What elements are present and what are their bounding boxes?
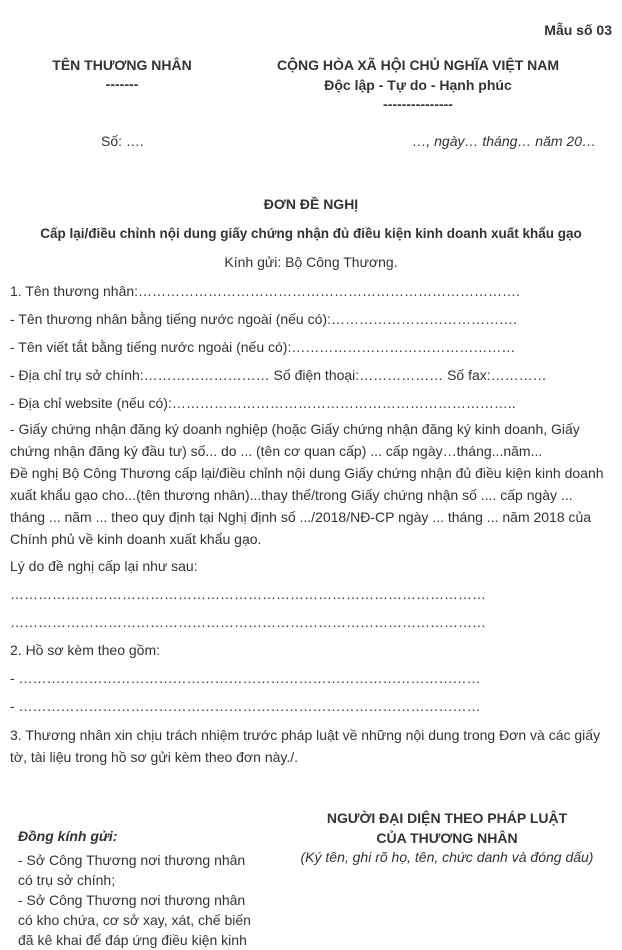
document-date: …, ngày… tháng… năm 20… [412, 133, 596, 149]
national-motto: Độc lập - Tự do - Hạnh phúc [324, 77, 512, 93]
registration-certificate-field: - Giấy chứng nhận đăng ký doanh nghiệp (hoặc Giấy chứng nhận đăng ký kinh doanh, Giấy chứng nhận đăng ký đầu tư) số... do ... (tên cơ quan cấp) ... cấp ngày…tháng...năm... [10, 421, 580, 459]
website-field: - Địa chỉ website (nếu có):……………………………………………………………….. [10, 395, 516, 411]
signature-note: (Ký tên, ghi rõ họ, tên, chức danh và đóng dấu) [300, 849, 594, 865]
reason-line: ………………………………………………………………………………………… [10, 586, 486, 602]
national-title: CỘNG HÒA XÃ HỘI CHỦ NGHĨA VIỆT NAM [276, 57, 560, 73]
attachments-label: 2. Hồ sơ kèm theo gồm: [10, 642, 161, 658]
signature-title: NGƯỜI ĐẠI DIỆN THEO PHÁP LUẬT CỦA THƯƠNG NHÂN [326, 810, 568, 846]
recipient: Kính gửi: Bộ Công Thương. [224, 254, 398, 270]
abbreviation-field: - Tên viết tắt bằng tiếng nước ngoài (nếu có):………………………………………… [10, 339, 516, 355]
foreign-name-field: - Tên thương nhân bằng tiếng nước ngoài (nếu có):…………………………………. [10, 311, 517, 327]
attachment-line: - ……………………………………………………………………………………… [10, 670, 481, 686]
cc-heading: Đồng kính gửi: [18, 828, 118, 844]
trader-name-field: 1. Tên thương nhân:………………………………………………………………………. [10, 283, 520, 299]
left-rule: ------- [105, 76, 139, 92]
reason-line: ………………………………………………………………………………………… [10, 614, 486, 630]
attachment-line: - ……………………………………………………………………………………… [10, 698, 481, 714]
reason-label: Lý do đề nghị cấp lại như sau: [10, 558, 198, 574]
cc-item: - Sở Công Thương nơi thương nhân có kho chứa, cơ sở xay, xát, chế biến đã kê khai để đáp ứng điều kiện kinh [18, 892, 251, 948]
document-title: ĐƠN ĐỀ NGHỊ [263, 196, 359, 212]
form-number: Mẫu số 03 [544, 22, 612, 38]
document-number: Số: …. [101, 133, 144, 149]
document-subtitle: Cấp lại/điều chỉnh nội dung giấy chứng nhận đủ điều kiện kinh doanh xuất khẩu gạo [40, 226, 582, 241]
commitment-paragraph: 3. Thương nhân xin chịu trách nhiệm trước pháp luật về những nội dung trong Đơn và các giấy tờ, tài liệu trong hồ sơ gửi kèm theo đơn này./. [10, 727, 601, 765]
address-phone-fax-field: - Địa chỉ trụ sở chính:……………………… Số điện thoại:……………… Số fax:………… [10, 367, 547, 383]
trader-name-heading: TÊN THƯƠNG NHÂN [52, 57, 192, 73]
cc-item: - Sở Công Thương nơi thương nhân có trụ sở chính; [18, 852, 246, 888]
request-paragraph: Đề nghị Bộ Công Thương cấp lại/điều chỉnh nội dung Giấy chứng nhận đủ điều kiện kinh doanh xuất khẩu gạo cho...(tên thương nhân)...thay thế/trong Giấy chứng nhận số .... cấp ngày ... tháng ... năm ... theo quy định tại Nghị định số .../2018/NĐ-CP ngày ... tháng ... năm 2018 của Chính phủ về kinh doanh xuất khẩu gạo. [10, 465, 604, 547]
right-rule: --------------- [383, 96, 453, 112]
